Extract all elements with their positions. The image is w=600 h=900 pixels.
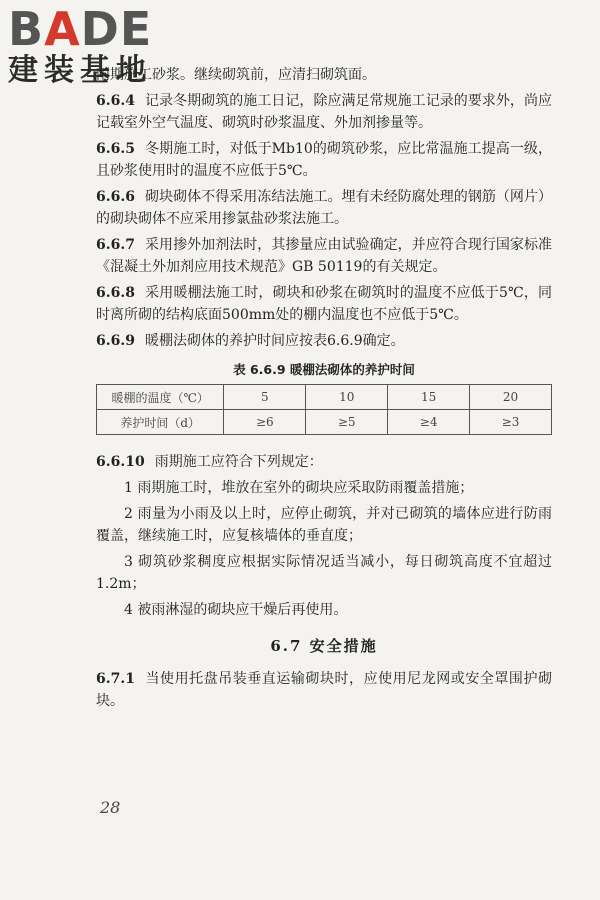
table-row <box>97 410 552 435</box>
list-item: 4 被雨淋湿的砌块应干燥后再使用。 <box>124 602 348 618</box>
paragraph-continued: 雨期施工砂浆。继续砌筑前，应清扫砌筑面。 <box>96 67 376 83</box>
clause-number: 6.6.8 <box>96 285 135 301</box>
clause-number: 6.6.6 <box>96 189 135 205</box>
list-item: 1 雨期施工时，堆放在室外的砌块应采取防雨覆盖措施； <box>124 480 474 496</box>
logo-accent-letter: A <box>44 2 81 56</box>
table-row <box>97 385 552 410</box>
table-cell: ≥5 <box>306 410 388 435</box>
clause-6-7-1 <box>96 668 552 712</box>
table-cell: ≥6 <box>224 410 306 435</box>
clause-text: 当使用托盘吊装垂直运输砌块时，应使用尼龙网或安全罩围护砌块。 <box>96 671 552 709</box>
logo-letters: DE <box>80 2 153 56</box>
table-cell: 10 <box>306 385 388 410</box>
clause-text: 记录冬期砌筑的施工日记，除应满足常规施工记录的要求外，尚应记载室外空气温度、砌筑时砂浆温度、外加剂掺量等。 <box>96 93 552 131</box>
clause-number: 6.6.5 <box>96 141 135 157</box>
clause-text: 冬期施工时，对低于Mb10的砌筑砂浆，应比常温施工提高一级，且砂浆使用时的温度不应低于5℃。 <box>96 141 552 179</box>
clause-text: 采用掺外加剂法时，其掺量应由试验确定，并应符合现行国家标准《混凝土外加剂应用技术规范》GB 50119的有关规定。 <box>96 237 552 275</box>
clause-6-6-7 <box>96 234 552 278</box>
clause-6-6-9 <box>96 330 552 352</box>
section-heading: 6.7 安全措施 <box>270 637 378 655</box>
clause-number: 6.6.7 <box>96 237 135 253</box>
clause-text: 暖棚法砌体的养护时间应按表6.6.9确定。 <box>144 333 405 349</box>
logo-wordmark <box>8 2 183 56</box>
table-row-header: 养护时间（d） <box>97 410 224 435</box>
clause-text: 砌块砌体不得采用冻结法施工。埋有未经防腐处理的钢筋（网片）的砌块砌体不应采用掺氯盐砂浆法施工。 <box>96 189 552 227</box>
document-body <box>96 64 552 716</box>
table-cell: 15 <box>388 385 470 410</box>
table-cell: ≥3 <box>470 410 552 435</box>
clause-6-6-5 <box>96 138 552 182</box>
clause-number: 6.6.4 <box>96 93 135 109</box>
clause-6-6-8 <box>96 282 552 326</box>
logo-letter: B <box>8 2 45 56</box>
clause-number: 6.6.10 <box>96 454 145 470</box>
clause-6-6-4 <box>96 90 552 134</box>
logo-chinese: 建装基地 <box>8 53 152 88</box>
list-item: 3 砌筑砂浆稠度应根据实际情况适当减小，每日砌筑高度不宜超过1.2m； <box>96 554 552 592</box>
clause-number: 6.7.1 <box>96 671 135 687</box>
list-item: 2 雨量为小雨及以上时，应停止砌筑，并对已砌筑的墙体应进行防雨覆盖，继续施工时，应复核墙体的垂直度； <box>96 506 552 544</box>
clause-6-6-10 <box>96 451 552 473</box>
clause-text: 雨期施工应符合下列规定： <box>154 454 323 470</box>
table-cell: 20 <box>470 385 552 410</box>
table-cell: ≥4 <box>388 410 470 435</box>
table-caption: 表 6.6.9 暖棚法砌体的养护时间 <box>233 362 415 377</box>
page-number: 28 <box>100 798 121 817</box>
curing-time-table <box>96 384 552 435</box>
clause-text: 采用暖棚法施工时，砌块和砂浆在砌筑时的温度不应低于5℃，同时离所砌的结构底面500mm处的棚内温度也不应低于5℃。 <box>96 285 552 323</box>
clause-6-6-6 <box>96 186 552 230</box>
table-row-header: 暖棚的温度（℃） <box>97 385 224 410</box>
table-cell: 5 <box>224 385 306 410</box>
clause-number: 6.6.9 <box>96 333 135 349</box>
